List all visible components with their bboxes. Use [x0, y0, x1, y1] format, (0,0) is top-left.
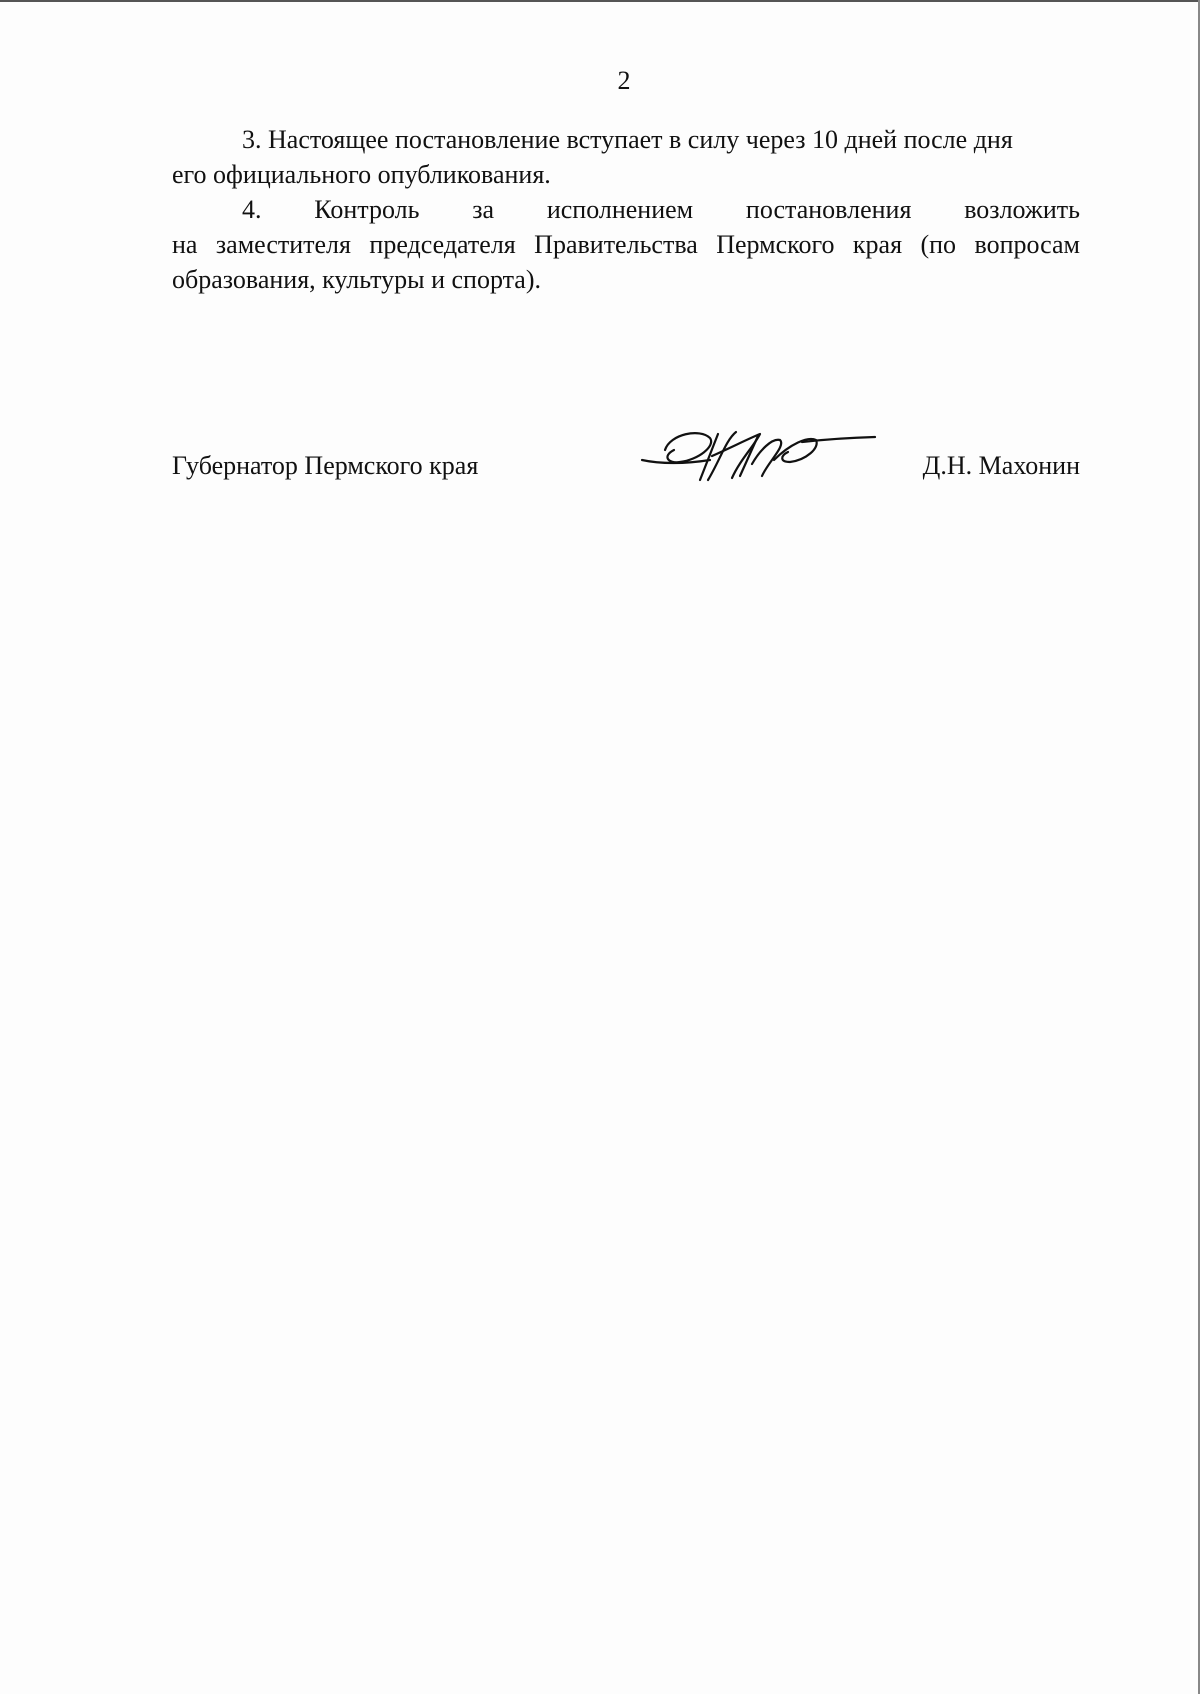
document-body	[172, 122, 1080, 297]
page-number: 2	[617, 66, 631, 95]
page-edge	[0, 0, 1200, 2]
paragraph-4-rest: на заместителя председателя Правительства Пермского края (по вопросам образования, культуры и спорта).	[172, 230, 1080, 294]
handwritten-signature	[640, 420, 885, 490]
paragraph-3-first-line: 3. Настоящее постановление вступает в силу через 10 дней после дня	[242, 125, 1013, 154]
paragraph-3	[172, 122, 1080, 192]
signer-name: Д.Н. Махонин	[922, 451, 1080, 480]
paragraph-4-first-line: 4. Контроль за исполнением постановления возложить	[242, 195, 1080, 224]
signer-position: Губернатор Пермского края	[172, 451, 479, 480]
paragraph-3-rest: его официального опубликования.	[172, 160, 551, 189]
